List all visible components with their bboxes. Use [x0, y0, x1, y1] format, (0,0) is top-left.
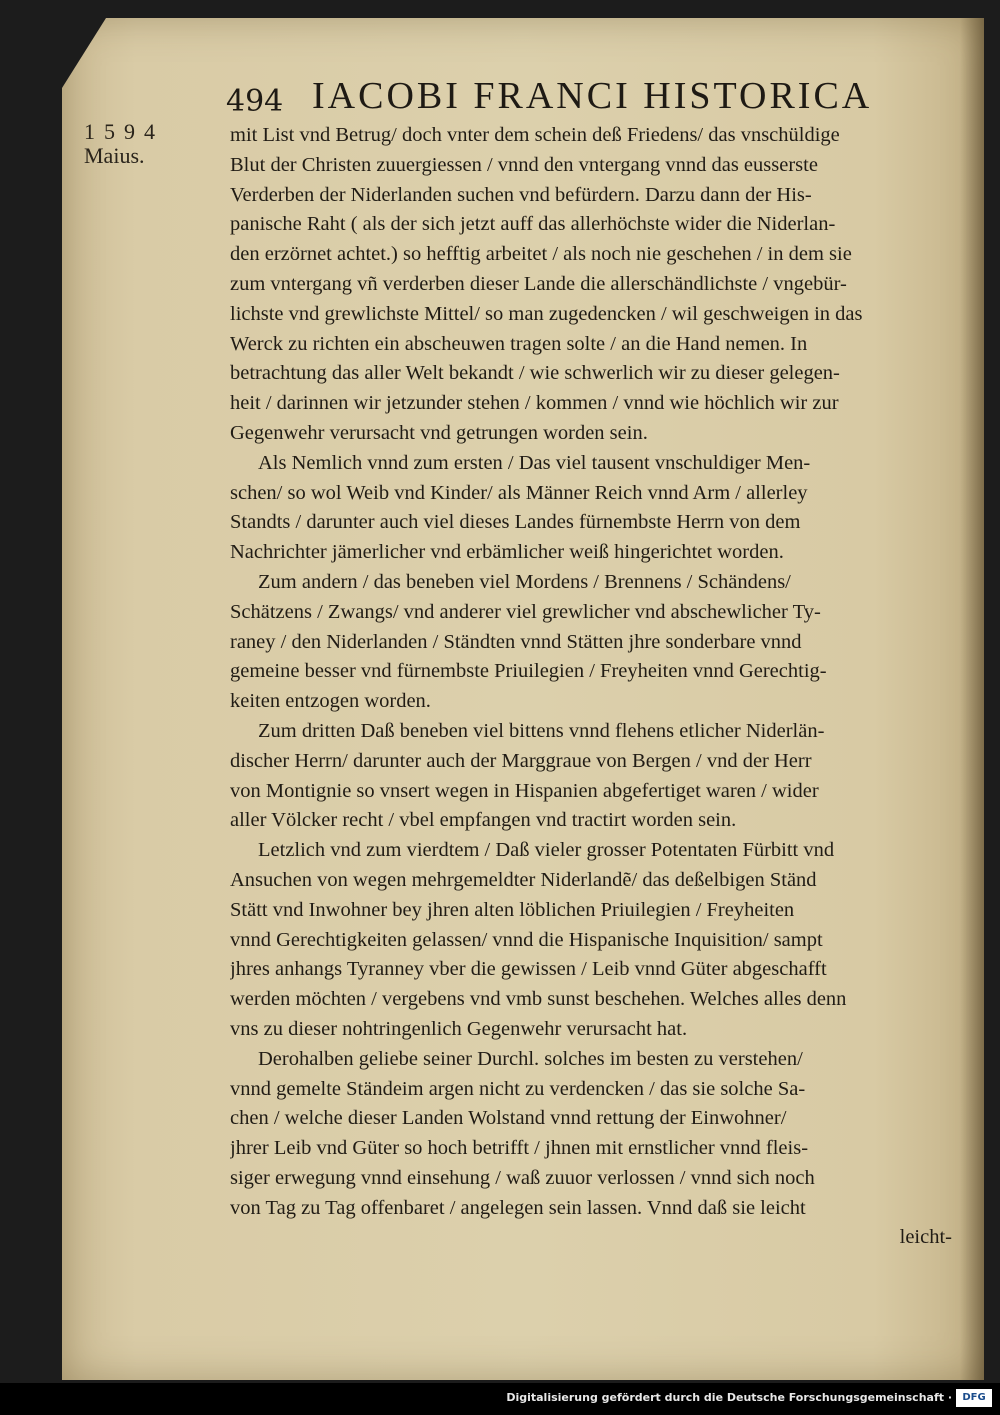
text-line: Nachrichter jämerlicher vnd erbämlicher weiß hingerichtet worden.	[230, 541, 784, 564]
text-line: Als Nemlich vnnd zum ersten / Das viel tausent vnschuldiger Men-	[258, 451, 811, 474]
text-line: lichste vnd grewlichste Mittel/ so man zugedencken / wil geschweigen in das	[230, 302, 863, 325]
text-line: keiten entzogen worden.	[230, 690, 431, 713]
running-title: IACOBI FRANCI HISTORICA	[312, 75, 873, 117]
catchword: leicht-	[899, 1226, 952, 1249]
funding-credit: Digitalisierung gefördert durch die Deutsche Forschungsgemeinschaft ·	[506, 1391, 952, 1404]
text-line: Derohalben geliebe seiner Durchl. solches im besten zu verstehen/	[258, 1047, 803, 1070]
text-line: Schätzens / Zwangs/ vnd anderer viel grewlicher vnd abschewlicher Ty-	[230, 600, 821, 623]
text-line: Stätt vnd Inwohner bey jhren alten löblichen Priuilegien / Freyheiten	[230, 898, 795, 921]
text-line: panische Raht ( als der sich jetzt auff das allerhöchste wider die Niderlan-	[230, 213, 836, 236]
text-line: Letzlich vnd zum vierdtem / Daß vieler grosser Potentaten Fürbitt vnd	[258, 839, 835, 862]
footer-bar	[0, 1383, 1000, 1415]
text-line: schen/ so wol Weib vnd Kinder/ als Männer Reich vnnd Arm / allerley	[230, 481, 808, 504]
page-spine-shadow	[960, 18, 984, 1380]
page-number: 494	[226, 84, 284, 119]
text-line: raney / den Niderlanden / Ständten vnnd Stätten jhre sonderbare vnnd	[230, 630, 802, 653]
text-line: vnnd gemelte Ständeim argen nicht zu verdencken / das sie solche Sa-	[230, 1077, 806, 1100]
text-line: zum vntergang vñ verderben dieser Lande die allerschändlichste / vngebür-	[230, 272, 847, 295]
text-line: Werck zu richten ein abscheuwen tragen solte / an die Hand nemen. In	[230, 332, 808, 355]
text-line: mit List vnd Betrug/ doch vnter dem schein deß Friedens/ das vnschüldige	[230, 124, 840, 146]
text-line: werden möchten / vergebens vnd vmb sunst beschehen. Welches alles denn	[230, 988, 847, 1011]
margin-year: 1594	[84, 119, 164, 144]
text-line: heit / darinnen wir jetzunder stehen / kommen / vnnd wie höchlich wir zur	[230, 392, 839, 415]
text-line: aller Völcker recht / vbel empfangen vnd tractirt worden sein.	[230, 809, 737, 832]
text-line: den erzörnet achtet.) so hefftig arbeitet / als noch nie geschehen / in dem sie	[230, 243, 852, 266]
text-line: betrachtung das aller Welt bekandt / wie schwerlich wir zu dieser gelegen-	[230, 362, 840, 385]
text-line: jhrer Leib vnd Güter so hoch betrifft / jhnen mit ernstlicher vnnd fleis-	[230, 1137, 809, 1160]
page-header	[226, 74, 886, 124]
text-line: vns zu dieser nohtringenlich Gegenwehr verursacht hat.	[230, 1017, 688, 1040]
body-text	[230, 121, 952, 1253]
text-line: Zum dritten Daß beneben viel bittens vnnd flehens etlicher Niderlän-	[258, 719, 825, 742]
text-line: vnnd Gerechtigkeiten gelassen/ vnnd die Hispanische Inquisition/ sampt	[230, 928, 823, 951]
text-line: Blut der Christen zuuergiessen / vnnd den vntergang vnnd das eusserste	[230, 153, 818, 176]
text-line: gemeine besser vnd fürnembste Priuilegien / Freyheiten vnnd Gerechtig-	[230, 660, 827, 683]
dfg-logo: DFG	[956, 1389, 992, 1407]
margin-note	[84, 120, 194, 168]
text-line: von Tag zu Tag offenbaret / angelegen sein lassen. Vnnd daß sie leicht	[230, 1196, 806, 1219]
margin-month: Maius.	[84, 143, 145, 168]
text-line: siger erwegung vnnd einsehung / waß zuuor verlossen / vnnd sich noch	[230, 1166, 815, 1189]
text-line: Verderben der Niderlanden suchen vnd befürdern. Darzu dann der His-	[230, 183, 812, 206]
text-line: Standts / darunter auch viel dieses Landes fürnembste Herrn von dem	[230, 511, 801, 534]
text-line: Gegenwehr verursacht vnd getrungen worden sein.	[230, 421, 648, 444]
text-line: chen / welche dieser Landen Wolstand vnnd rettung der Einwohner/	[230, 1107, 787, 1130]
page-corner-fold	[62, 18, 106, 88]
text-line: discher Herrn/ darunter auch der Marggraue von Bergen / vnd der Herr	[230, 749, 812, 772]
text-line: Zum andern / das beneben viel Mordens / Brennens / Schändens/	[258, 570, 791, 593]
text-line: Ansuchen von wegen mehrgemeldter Niderlandẽ/ das deßelbigen Ständ	[230, 868, 817, 891]
text-line: von Montignie so vnsert wegen in Hispanien abgefertiget waren / wider	[230, 779, 819, 802]
text-line: jhres anhangs Tyranney vber die gewissen / Leib vnnd Güter abgeschafft	[230, 958, 827, 981]
